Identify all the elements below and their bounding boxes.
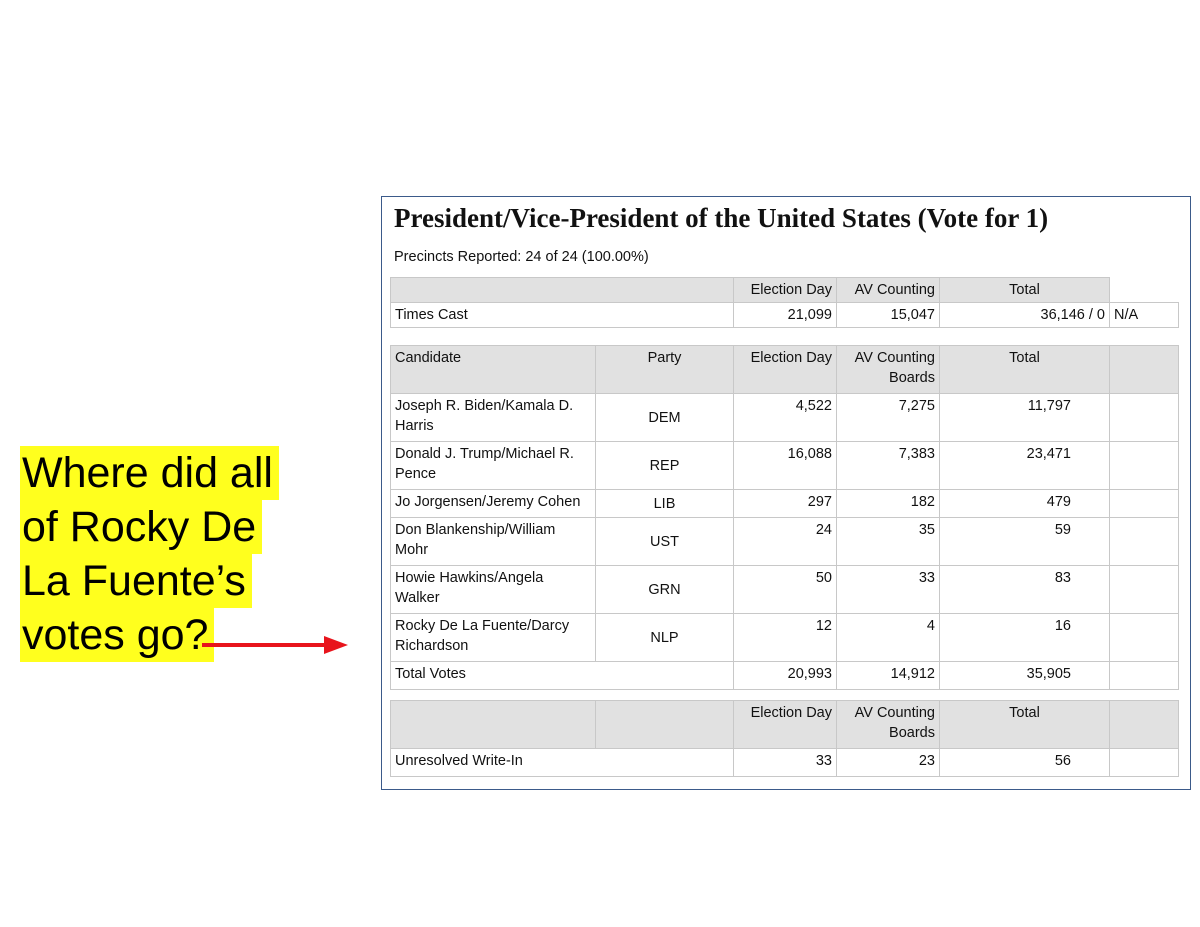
candidate-election-day: 297	[734, 490, 837, 518]
times-cast-election-day: 21,099	[734, 303, 837, 328]
row-spacer	[1110, 442, 1179, 490]
election-results-report	[381, 196, 1191, 790]
candidates-table	[390, 345, 1179, 690]
table-row	[391, 490, 1179, 518]
times-cast-table	[390, 277, 1179, 328]
candidate-av-counting: 7,383	[837, 442, 940, 490]
candidate-av-counting: 35	[837, 518, 940, 566]
row-spacer	[1110, 662, 1179, 690]
report-title: President/Vice-President of the United States (Vote for 1)	[394, 203, 1049, 233]
candidate-election-day: 12	[734, 614, 837, 662]
header-candidate: Candidate	[391, 346, 596, 394]
candidate-av-counting: 33	[837, 566, 940, 614]
candidate-av-counting: 7,275	[837, 394, 940, 442]
header-total: Total	[940, 701, 1110, 749]
candidate-total: 16	[940, 614, 1110, 662]
write-in-total: 56	[940, 749, 1110, 777]
header-election-day: Election Day	[734, 701, 837, 749]
candidate-name: Don Blankenship/William Mohr	[391, 518, 596, 566]
callout-line: La Fuente’s	[20, 554, 252, 608]
candidate-total: 11,797	[940, 394, 1110, 442]
candidate-name: Rocky De La Fuente/Darcy Richardson	[391, 614, 596, 662]
times-cast-av-counting: 15,047	[837, 303, 940, 328]
candidate-election-day: 24	[734, 518, 837, 566]
write-in-av-counting: 23	[837, 749, 940, 777]
header-blank	[596, 701, 734, 749]
header-av-counting-boards: AV Counting Boards	[837, 701, 940, 749]
times-cast-label: Times Cast	[391, 303, 734, 328]
candidate-party: REP	[596, 442, 734, 490]
red-arrow-icon	[202, 633, 352, 657]
header-party: Party	[596, 346, 734, 394]
question-callout	[20, 446, 279, 662]
total-votes-total: 35,905	[940, 662, 1110, 690]
total-votes-election-day: 20,993	[734, 662, 837, 690]
callout-line: votes go?	[20, 608, 214, 662]
total-votes-av-counting: 14,912	[837, 662, 940, 690]
header-blank	[391, 701, 596, 749]
header-election-day: Election Day	[734, 278, 837, 303]
write-in-table	[390, 700, 1179, 777]
candidate-party: LIB	[596, 490, 734, 518]
candidate-election-day: 50	[734, 566, 837, 614]
header-total: Total	[940, 278, 1110, 303]
candidate-election-day: 4,522	[734, 394, 837, 442]
header-blank	[391, 278, 734, 303]
candidate-party: UST	[596, 518, 734, 566]
header-election-day: Election Day	[734, 346, 837, 394]
times-cast-total: 36,146 / 0	[940, 303, 1110, 328]
table-row	[391, 442, 1179, 490]
precincts-reported: Precincts Reported: 24 of 24 (100.00%)	[394, 249, 649, 265]
header-total: Total	[940, 346, 1110, 394]
candidate-name: Donald J. Trump/Michael R. Pence	[391, 442, 596, 490]
header-spacer	[1110, 701, 1179, 749]
row-spacer	[1110, 394, 1179, 442]
candidate-election-day: 16,088	[734, 442, 837, 490]
callout-line: Where did all	[20, 446, 279, 500]
candidate-total: 479	[940, 490, 1110, 518]
header-av-counting-boards: AV Counting Boards	[837, 346, 940, 394]
header-spacer	[1110, 278, 1179, 303]
row-spacer	[1110, 566, 1179, 614]
candidate-party: GRN	[596, 566, 734, 614]
candidate-total: 59	[940, 518, 1110, 566]
total-votes-label: Total Votes	[391, 662, 734, 690]
row-spacer	[1110, 614, 1179, 662]
total-votes-row	[391, 662, 1179, 690]
table-row	[391, 518, 1179, 566]
table-row	[391, 394, 1179, 442]
row-spacer	[1110, 518, 1179, 566]
candidate-party: NLP	[596, 614, 734, 662]
candidate-name: Jo Jorgensen/Jeremy Cohen	[391, 490, 596, 518]
candidate-total: 23,471	[940, 442, 1110, 490]
header-av-counting: AV Counting	[837, 278, 940, 303]
times-cast-extra: N/A	[1110, 303, 1179, 328]
write-in-row	[391, 749, 1179, 777]
row-spacer	[1110, 490, 1179, 518]
candidate-name: Howie Hawkins/Angela Walker	[391, 566, 596, 614]
row-spacer	[1110, 749, 1179, 777]
candidate-av-counting: 4	[837, 614, 940, 662]
write-in-label: Unresolved Write-In	[391, 749, 734, 777]
candidate-name: Joseph R. Biden/Kamala D. Harris	[391, 394, 596, 442]
callout-line: of Rocky De	[20, 500, 262, 554]
candidate-av-counting: 182	[837, 490, 940, 518]
candidate-total: 83	[940, 566, 1110, 614]
candidate-party: DEM	[596, 394, 734, 442]
header-spacer	[1110, 346, 1179, 394]
write-in-election-day: 33	[734, 749, 837, 777]
table-row	[391, 566, 1179, 614]
table-row	[391, 614, 1179, 662]
